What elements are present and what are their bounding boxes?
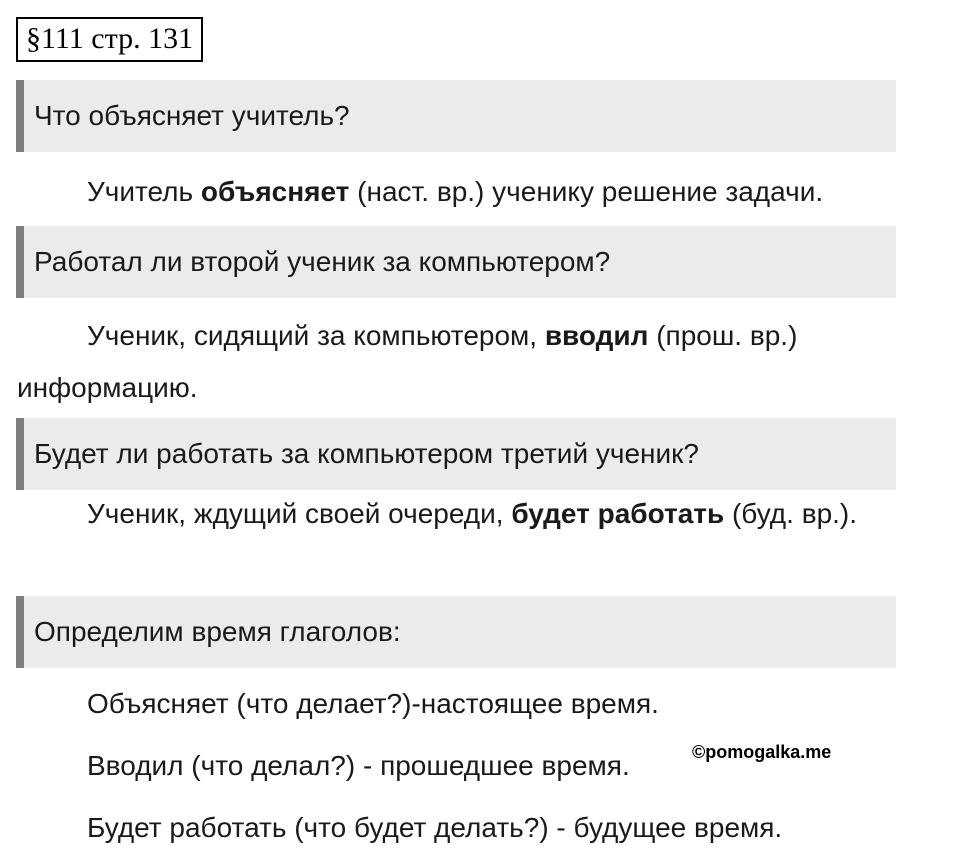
answer-1-verb: объясняет bbox=[200, 176, 350, 207]
answer-3-post: (буд. вр.). bbox=[724, 498, 858, 529]
question-3: Будет ли работать за компьютером третий ученик? bbox=[16, 418, 896, 490]
answer-1-post: (наст. вр.) ученику решение задачи. bbox=[349, 176, 824, 207]
tense-line-past: Вводил (что делал?) - прошедшее время. bbox=[87, 750, 630, 781]
question-1: Что объясняет учитель? bbox=[16, 80, 896, 152]
tense-line-present: Объясняет (что делает?)-настоящее время. bbox=[87, 688, 659, 719]
answer-1-pre: Учитель bbox=[87, 176, 201, 207]
section-title: §111 стр. 131 bbox=[16, 17, 203, 62]
answer-2-verb: вводил bbox=[544, 320, 649, 351]
answer-3-verb: будет работать bbox=[511, 498, 725, 529]
question-4: Определим время глаголов: bbox=[16, 596, 896, 668]
answer-3-pre: Ученик, ждущий своей очереди, bbox=[87, 498, 512, 529]
watermark: ©pomogalka.me bbox=[692, 742, 832, 762]
answer-3 bbox=[17, 488, 897, 540]
answer-2-post: (прош. вр.) информацию. bbox=[17, 320, 798, 403]
answer-2-pre: Ученик, сидящий за компьютером, bbox=[87, 320, 545, 351]
question-2: Работал ли второй ученик за компьютером? bbox=[16, 226, 896, 298]
tense-line-future: Будет работать (что будет делать?) - будущее время. bbox=[87, 812, 783, 843]
answer-2 bbox=[17, 310, 897, 414]
answer-1 bbox=[17, 166, 960, 218]
